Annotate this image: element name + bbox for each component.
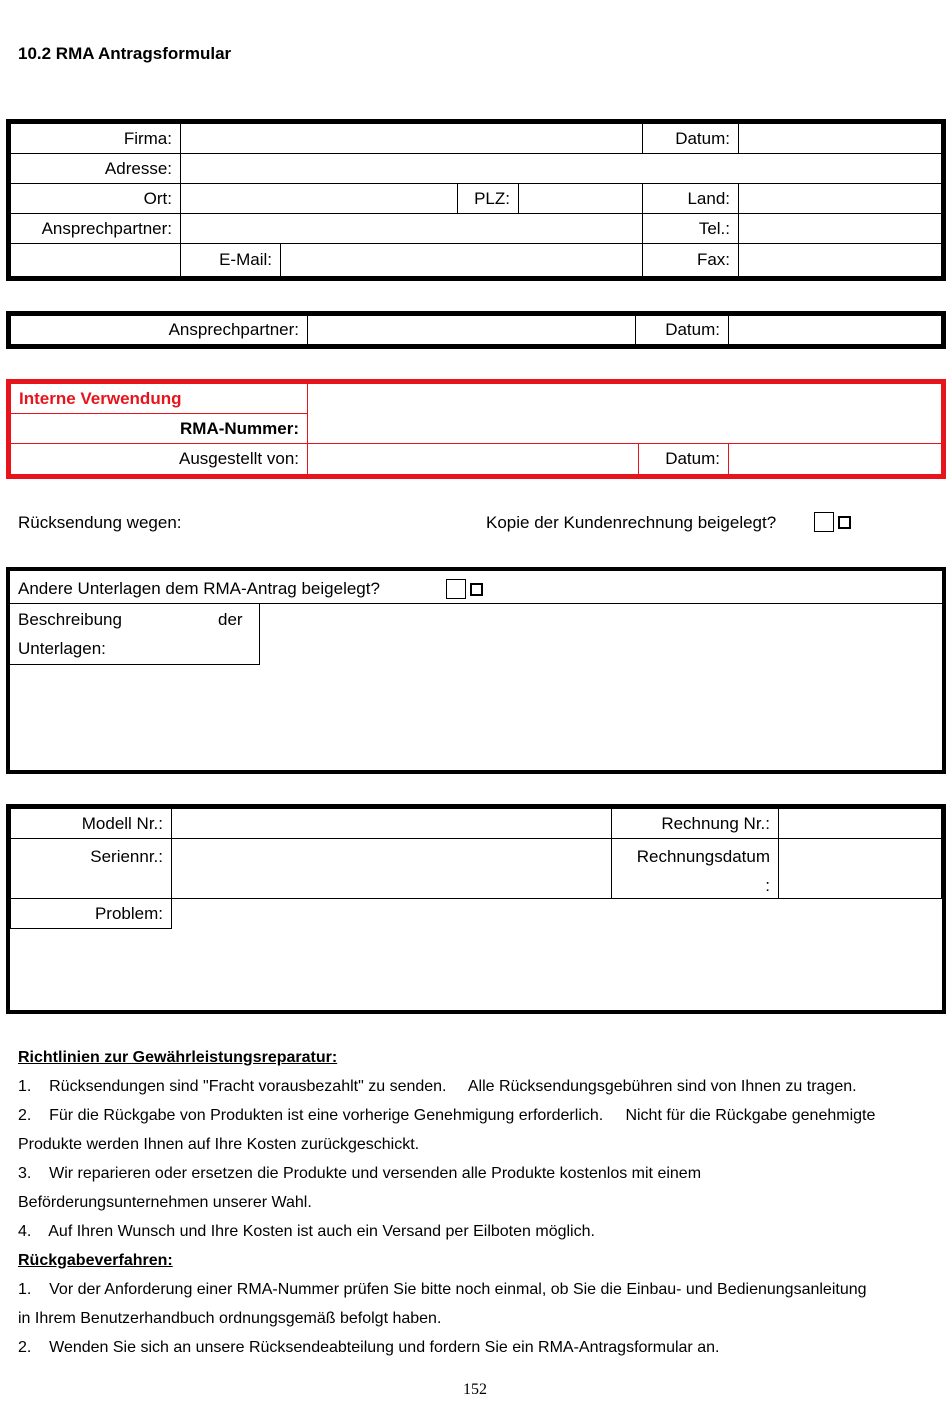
page-title: 10.2 RMA Antragsformular	[18, 44, 232, 63]
fax-label: Fax:	[642, 243, 739, 277]
invoice-date-field[interactable]	[778, 838, 942, 899]
documents-question: Andere Unterlagen dem RMA-Antrag beigelegt?	[18, 579, 380, 598]
procedure-heading: Rückgabeverfahren:	[18, 1252, 173, 1269]
invoice-date-label: Rechnungsdatum	[636, 847, 770, 866]
problem-label: Problem:	[10, 898, 172, 929]
fax-field[interactable]	[738, 243, 942, 277]
description-label-line2: Unterlagen:	[18, 639, 106, 658]
guideline-item-2b: Produkte werden Ihnen auf Ihre Kosten zurückgeschickt.	[18, 1136, 420, 1153]
procedure-item-1b: in Ihrem Benutzerhandbuch ordnungsgemäß befolgt haben.	[18, 1310, 442, 1327]
documents-checkbox-alt[interactable]	[470, 583, 483, 596]
datum-field[interactable]	[738, 123, 942, 154]
email-field[interactable]	[280, 243, 643, 277]
issued-by-label: Ausgestellt von:	[10, 443, 308, 475]
documents-section	[6, 567, 946, 774]
contact-datum-label: Datum:	[635, 315, 729, 345]
invoice-no-field[interactable]	[778, 808, 942, 839]
return-reason-label: Rücksendung wegen:	[18, 513, 182, 532]
empty-cell	[10, 243, 181, 277]
description-field[interactable]	[262, 606, 940, 770]
issued-by-field[interactable]	[307, 443, 639, 475]
guideline-item-3a: 3. Wir reparieren oder ersetzen die Produkte und versenden alle Produkte kostenlos mit einem	[18, 1165, 702, 1182]
email-label: E-Mail:	[180, 243, 281, 277]
datum-label: Datum:	[642, 123, 739, 154]
description-label-cell	[10, 604, 260, 665]
invoice-copy-checkbox[interactable]	[814, 512, 834, 532]
documents-checkbox[interactable]	[446, 579, 466, 599]
page-number: 152	[463, 1381, 487, 1398]
invoice-copy-checkbox-alt[interactable]	[838, 516, 851, 529]
plz-label: PLZ:	[457, 183, 519, 214]
invoice-no-label: Rechnung Nr.:	[611, 808, 779, 839]
contact-section	[6, 311, 946, 349]
product-section	[6, 804, 946, 1014]
ansprechpartner-field[interactable]	[180, 213, 643, 244]
guideline-item-3b: Beförderungsunternehmen unserer Wahl.	[18, 1194, 312, 1211]
adresse-field[interactable]	[180, 153, 942, 184]
invoice-date-colon: :	[765, 876, 770, 895]
land-label: Land:	[642, 183, 739, 214]
invoice-copy-question: Kopie der Kundenrechnung beigelegt?	[486, 513, 777, 532]
adresse-label: Adresse:	[10, 153, 181, 184]
problem-field[interactable]	[174, 900, 940, 1010]
procedure-item-2: 2. Wenden Sie sich an unsere Rücksendeabteilung und fordern Sie ein RMA-Antragsformular an.	[18, 1339, 720, 1356]
contact-ansprechpartner-label: Ansprechpartner:	[10, 315, 308, 345]
description-label-word2: der	[218, 610, 243, 629]
guideline-item-2a: 2. Für die Rückgabe von Produkten ist eine vorherige Genehmigung erforderlich. Nicht für die Rückgabe genehmigte	[18, 1107, 876, 1124]
serial-field[interactable]	[171, 838, 612, 899]
model-label: Modell Nr.:	[10, 808, 172, 839]
contact-datum-field[interactable]	[728, 315, 942, 345]
internal-datum-field[interactable]	[728, 443, 942, 475]
guideline-item-1: 1. Rücksendungen sind "Fracht vorausbezahlt" zu senden. Alle Rücksendungsgebühren sind von Ihnen zu tragen.	[18, 1078, 857, 1095]
internal-blank-area	[307, 383, 942, 444]
customer-section	[6, 119, 946, 281]
invoice-date-label-cell	[611, 838, 779, 899]
tel-field[interactable]	[738, 213, 942, 244]
firma-field[interactable]	[180, 123, 643, 154]
internal-heading: Interne Verwendung	[10, 383, 308, 414]
procedure-item-1a: 1. Vor der Anforderung einer RMA-Nummer prüfen Sie bitte noch einmal, ob Sie die Einbau- und Bedienungsanleitung	[18, 1281, 867, 1298]
description-label-word1: Beschreibung	[18, 610, 122, 629]
ort-field[interactable]	[180, 183, 458, 214]
internal-use-section	[6, 379, 946, 479]
land-field[interactable]	[738, 183, 942, 214]
serial-label: Seriennr.:	[10, 838, 172, 899]
guidelines-heading: Richtlinien zur Gewährleistungsreparatur:	[18, 1049, 338, 1066]
tel-label: Tel.:	[642, 213, 739, 244]
contact-ansprechpartner-field[interactable]	[307, 315, 636, 345]
internal-datum-label: Datum:	[638, 443, 729, 475]
guideline-item-4: 4. Auf Ihren Wunsch und Ihre Kosten ist auch ein Versand per Eilboten möglich.	[18, 1223, 595, 1240]
plz-field[interactable]	[518, 183, 643, 214]
rma-number-label: RMA-Nummer:	[10, 413, 308, 444]
model-field[interactable]	[171, 808, 612, 839]
ort-label: Ort:	[10, 183, 181, 214]
ansprechpartner-label: Ansprechpartner:	[10, 213, 181, 244]
firma-label: Firma:	[10, 123, 181, 154]
